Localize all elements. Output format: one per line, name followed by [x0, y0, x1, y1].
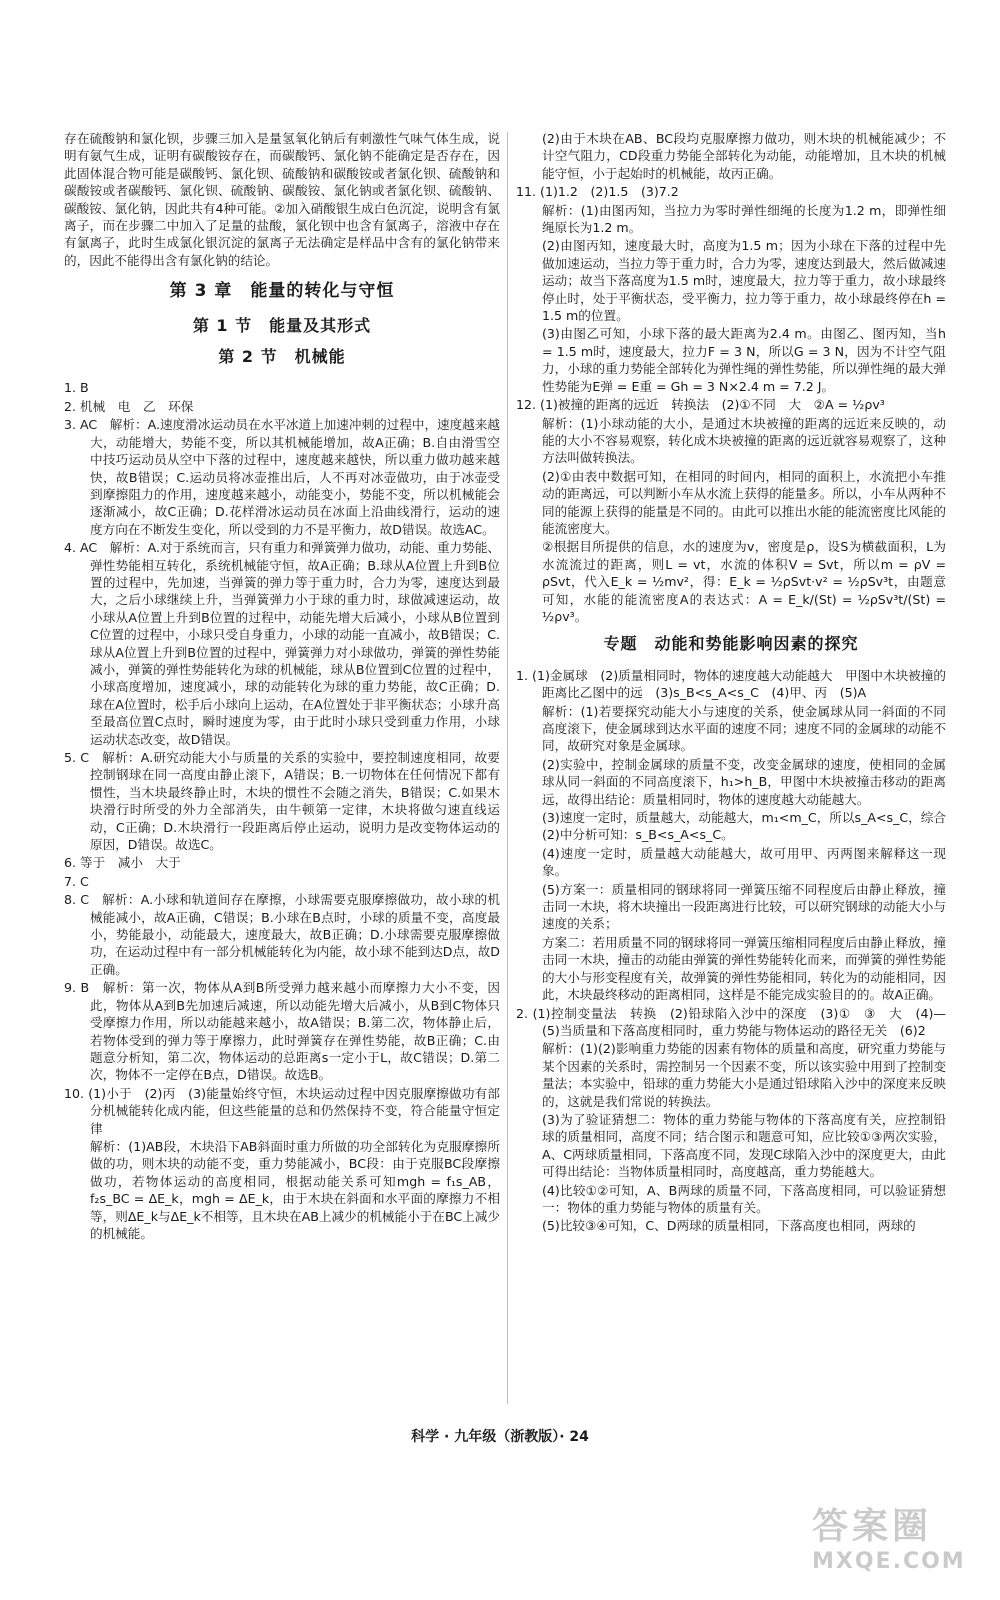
answer-6: 6. 等于 减小 大于: [64, 855, 181, 871]
intro-paragraph: 存在硫酸钠和氯化钡，步骤三加入是量氢氧化钠后有刺激性气味气体生成，说明有氨气生成，证明有碳酸铵存在，而碳酸钙、氯化钠不能确定是否存在，因此固体混合物可能是碳酸钙、氯化钡、硫酸钠和碳酸铵或者氯化钡、硫酸钠和碳酸铵或者碳酸钙、氯化钡、硫酸钠、碳酸铵、氯化钠或者氯化钡、硫酸钠、碳酸铵、氯化钠，因此共有4种可能。②加入硝酸银生成白色沉淀，说明含有氯离子，而在步骤二中加入了足量的盐酸，氯化钡中也含有氯离子，溶液中存在有氯离子，此时生成氯化银沉淀的氯离子无法确定是样品中含有的氯化钠带来的，因此不能得出含有氯化钠的结论。: [64, 131, 500, 268]
section-heading-2: 第 2 节 机械能: [218, 347, 346, 367]
answer-10-analysis: 解析：(1)AB段，木块沿下AB斜面时重力所做的功全部转化为克服摩擦所做的功，则木块的动能不变，重力势能减小，BC段：由于克服BC段摩擦做功，若物体运动的高度相同，根据动能关系可知mgh = f₁s_AB，f₂s_BC = ΔE_k，mgh = ΔE_k，由于木块在斜面和水平面的摩擦力不相等，则ΔE_k与ΔE_k不相等，且木块在AB上减少的机械能小于在BC上减少的机械能。: [90, 1138, 500, 1241]
answer-11-analysis-2: (2)由图丙知，速度最大时，高度为1.5 m；因为小球在下落的过程中先做加速运动，当拉力等于重力时，合力为零，速度达到最大，然后做减速运动；故当下落高度为1.5 m时，速度最大，拉力等于重力，故小球最终停止时，处于平衡状态，受平衡力，拉力等于重力，故小球最终停在h = 1.5 m的位置。: [542, 238, 946, 324]
topic-answer-2-analysis-3: (4)比较①②可知，A、B两球的质量不同，下落高度相同，可以验证猜想一：物体的重力势能与物体的质量有关。: [542, 1182, 946, 1215]
topic-answer-1-analysis-5: (5)方案一：质量相同的钢球将同一弹簧压缩不同程度后由静止释放，撞击同一木块，将木块撞出一段距离进行比较，可以研究钢球的动能大小与速度的关系；: [542, 881, 946, 932]
answer-12-analysis-2: (2)①由表中数据可知，在相同的时间内，相同的面积上，水流把小车推动的距离远，可以判断小车从水流上获得的能量多。所以，小车从两种不同的能源上获得的能量是不同的。由此可以推出水能的能流密度比风能的能流密度大。: [542, 468, 946, 536]
topic-answer-1-analysis-6: 方案二：若用质量不同的钢球将同一弹簧压缩相同程度后由静止释放，撞击同一木块，撞击的动能由弹簧的弹性势能转化而来，而弹簧的弹性势能的大小与形变程度有关，故弹簧的弹性势能相同，转化为的动能相同，因此，木块最终移动的距离相同，这样是不能完成实验目的的。故A正确。: [542, 934, 946, 1003]
answer-4: 4. AC 解析：A.对于系统而言，只有重力和弹簧弹力做功，动能、重力势能、弹性势能相互转化，系统机械能守恒，故A正确；B.球从A位置上升到B位置的过程中，先加速，当弹簧的弹力等于重力时，合力为零，速度达到最大，之后小球继续上升，当弹簧弹力小于球的重力时，球做减速运动，故小球从A位置上升到B位置的过程中，动能先增大后减小，小球从B位置到C位置的过程中，小球只受自身重力，小球的动能一直减小，故B错误；C.球从A位置上升到B位置的过程中，弹簧弹力对小球做功，弹簧的弹性势能减小，弹簧的弹性势能转化为球的机械能，球从B位置到C位置的过程中，小球高度增加，速度减小，球的动能转化为球的重力势能，故C正确；D.球在A位置时，松手后小球向上运动，在A位置处于非平衡状态；小球升高至最高位置C点时，瞬时速度为零，由于此时小球只受到重力作用，小球运动状态改变，故D错误。: [64, 540, 501, 747]
right-column: [516, 130, 959, 1236]
answer-10: 10. (1)小于 (2)丙 (3)能量始终守恒，木块运动过程中因克服摩擦做功有部分机械能转化成内能，但这些能量的总和仍然保持不变，符合能量守恒定律: [64, 1085, 500, 1136]
watermark-url: MXQE.COM: [812, 1549, 966, 1574]
page-footer: 科学 · 九年级（浙教版）· 24: [411, 1429, 589, 1445]
answer-10-analysis-cont: (2)由于木块在AB、BC段均克服摩擦力做功，则木块的机械能减少；不计空气阻力，CD段重力势能全部转化为动能，动能增加，且木块的机械能守恒，小于起始时的机械能，故丙正确。: [542, 131, 946, 181]
answer-9: 9. B 解析：第一次，物体从A到B所受弹力越来越小而摩擦力大小不变，因此，物体从A到B先加速后减速，所以动能先增大后减小，从B到C物体只受摩擦力作用，所以动能越来越小，故A错误；B.第二次，物体静止后，若物体受到的弹力等于摩擦力，此时弹簧存在弹性势能，故B正确；C.由题意分析知，第二次，物体运动的总距离s一定小于L，故C错误；D.第二次，物体不一定停在B点，D错误。故选B。: [64, 980, 500, 1083]
answer-11-analysis-1: 解析：(1)由图丙知，当拉力为零时弹性细绳的长度为1.2 m，即弹性细绳原长为1.2 m。: [542, 202, 946, 236]
section-heading-1: 第 1 节 能量及其形式: [192, 315, 372, 335]
topic-answer-2: 2. (1)控制变量法 转换 (2)铅球陷入沙中的深度 (3)① ③ 大 (4)— (5)当质量和下落高度相同时，重力势能与物体运动的路径无关 (6)2: [516, 1005, 959, 1038]
answer-8: 8. C 解析：A.小球和轨道间存在摩擦，小球需要克服摩擦做功，故小球的机械能减小，故A正确，C错误；B.小球在B点时，小球的质量不变，高度最小，势能最小，动能最大，速度最大，故B正确；D.小球需要克服摩擦做功，在运动过程中有一部分机械能转化为内能，故小球不能到达D点，故D正确。: [64, 892, 500, 977]
topic-answer-2-analysis-4: (5)比较③④可知，C、D两球的质量相同，下落高度也相同，两球的: [542, 1218, 916, 1234]
answer-11: 11. (1)1.2 (2)1.5 (3)7.2: [516, 184, 679, 200]
topic-answer-1: 1. (1)金属球 (2)质量相同时，物体的速度越大动能越大 甲图中木块被撞的距离比乙图中的远 (3)s_B<s_A<s_C (4)甲、丙 (5)A: [516, 667, 946, 701]
left-column: [64, 130, 500, 1243]
topic-heading: 专题 动能和势能影响因素的探究: [603, 634, 859, 654]
answer-12-analysis-3: ②根据目所提供的信息，水的速度为v，密度是ρ，设S为横截面积，L为水流流过的距离，则L = vt，水流的体积V = Svt，所以m = ρV = ρSvt，代入E_k = ½mv²，得：E_k = ½ρSvt·v² = ½ρSv³t，由题意可知，水能的能流密度A的表达式：A = E_k/(St) = ½ρSv³t/(St) = ½ρv³。: [542, 539, 946, 624]
answer-11-analysis-3: (3)由图乙可知，小球下落的最大距离为2.4 m。由图乙、图丙知，当h = 1.5 m时，速度最大，拉力F = 3 N，所以G = 3 N，因为不计空气阻力，小球的重力势能全部转化为弹性绳的弹性势能，所以弹性绳的最大弹性势能为E弹 = E重 = Gh = 3 N×2.4 m = 7.2 J。: [542, 326, 946, 394]
topic-answer-1-analysis-3: (3)速度一定时，质量越大，动能越大，m₁<m_C，所以s_A<s_C，综合(2)中分析可知：s_B<s_A<s_C。: [542, 810, 946, 843]
topic-answer-2-analysis-2: (3)为了验证猜想二：物体的重力势能与物体的下落高度有关，应控制铅球的质量相同，高度不同；结合图示和题意可知，应比较①③两次实验，A、C两球质量相同，下落高度不同，发现C球陷入沙中的深度更大，由此可得出结论：当物体质量相同时，高度越高，重力势能越大。: [542, 1111, 947, 1180]
answer-7: 7. C: [64, 873, 89, 889]
answer-5: 5. C 解析：A.研究动能大小与质量的关系的实验中，要控制速度相同，故要控制钢球在同一高度由静止滚下，A错误；B.一切物体在任何情况下都有惯性，当木块最终静止时，木块的惯性不会随之消失，B错误；C.如果木块滑行时所受的外力全部消失，由牛顿第一定律，木块将做匀速直线运动，C正确；D.木块滑行一段距离后停止运动，说明力是改变物体运动的原因，D错误。故选C。: [64, 750, 500, 853]
chapter-heading: 第 3 章 能量的转化与守恒: [169, 281, 395, 302]
column-divider: [507, 132, 508, 1404]
topic-answer-1-analysis-1: 解析：(1)若要探究动能大小与速度的关系，使金属球从同一斜面的不同高度滚下，使金属球到达水平面的速度不同；速度不同的金属球的动能不同，故研究对象是金属球。: [542, 703, 946, 754]
watermark-logo: [812, 1498, 982, 1586]
answer-12: 12. (1)被撞的距离的远近 转换法 (2)①不同 大 ②A = ½ρv³: [516, 397, 885, 413]
topic-answer-1-analysis-2: (2)实验中，控制金属球的质量不变，改变金属球的速度，使相同的金属球从同一斜面的不同高度滚下，h₁>h_B，甲图中木块被撞击移动的距离远，故得出结论：质量相同时，物体的速度越大动能越大。: [542, 756, 946, 807]
answer-2: 2. 机械 电 乙 环保: [64, 398, 194, 414]
answer-12-analysis-1: 解析：(1)小球动能的大小，是通过木块被撞的距离的远近来反映的，动能的大小不容易观察，转化成木块被撞的距离的远近就容易观察了，这种方法叫做转换法。: [542, 415, 946, 466]
topic-answer-2-analysis-1: 解析：(1)(2)影响重力势能的因素有物体的质量和高度，研究重力势能与某个因素的关系时，需控制另一个因素不变，所以该实验中用到了控制变量法；本实验中，铅球的重力势能大小是通过铅球陷入沙中的深度来反映的，这就是我们常说的转换法。: [542, 1041, 946, 1109]
answer-1: 1. B: [64, 380, 89, 396]
topic-answer-1-analysis-4: (4)速度一定时，质量越大动能越大，故可用甲、丙两图来解释这一现象。: [542, 845, 946, 879]
watermark-text: 答案圈: [812, 1506, 933, 1547]
answer-3: 3. AC 解析：A.速度滑冰运动员在水平冰道上加速冲刺的过程中，速度越来越大，动能增大，势能不变，所以其机械能增加，故A正确；B.自由滑雪空中技巧运动员从空中下落的过程中，速度越来越快，所以重力做功越来越快，故B错误；C.运动员将冰壶推出后，人不再对冰壶做功，由于冰壶受到摩擦阻力的作用，速度越来越小，动能变小，势能不变，所以机械能会逐渐减小，故C正确；D.花样滑冰运动员在冰面上沿曲线滑行，运动的速度方向在不断发生变化，所以受到的力不是平衡力，故D错误。故选AC。: [64, 417, 501, 537]
